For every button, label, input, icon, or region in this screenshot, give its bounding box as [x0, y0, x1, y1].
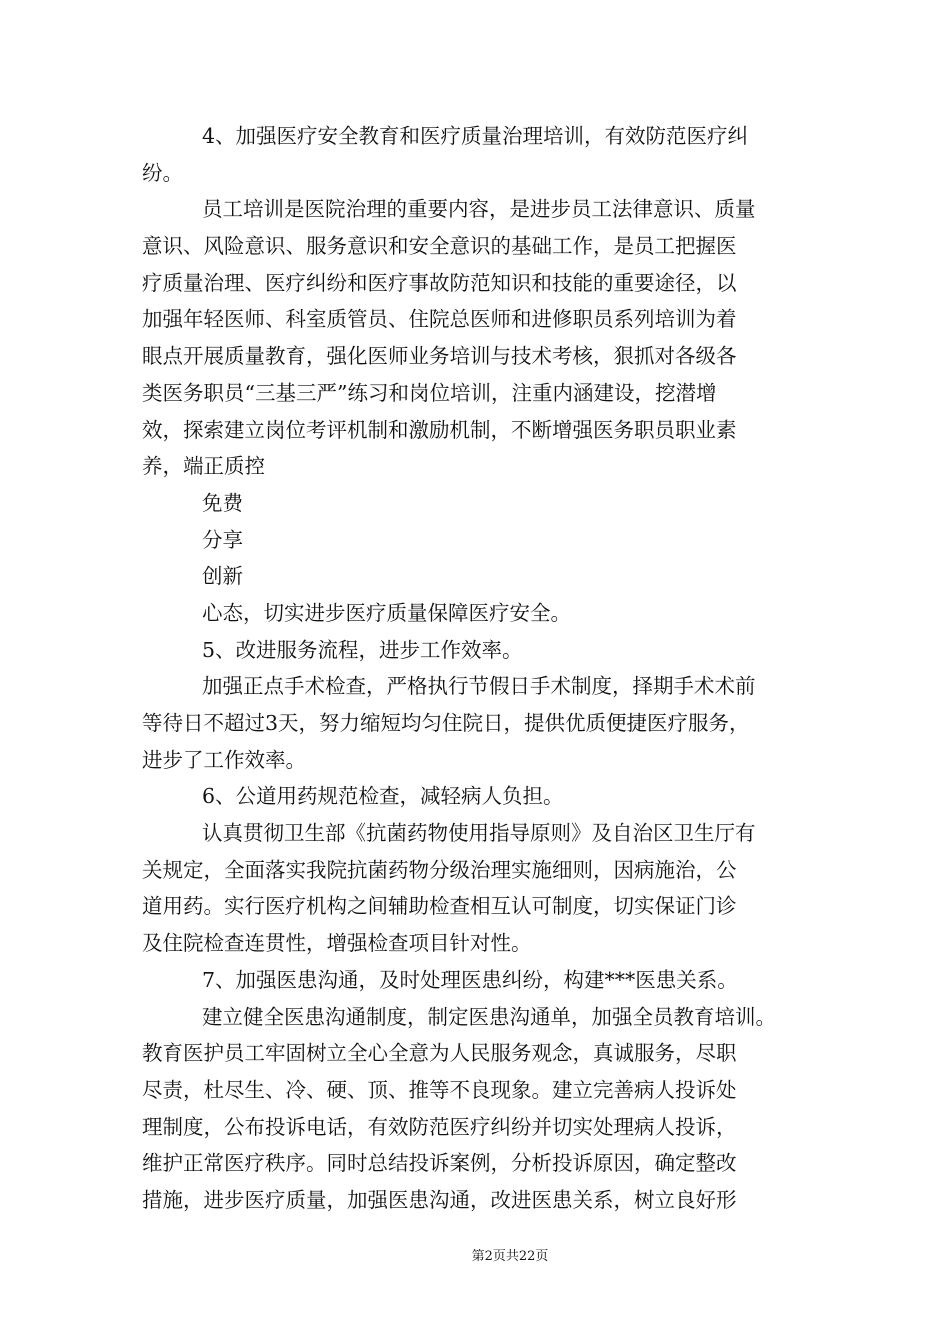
text-line: 建立健全医患沟通制度，制定医患沟通单，加强全员教育培训。	[202, 1004, 776, 1029]
text-line: 6、公道用药规范检查，减轻病人负担。	[202, 784, 564, 809]
text-line: 4、加强医疗安全教育和医疗质量治理培训，有效防范医疗纠	[202, 124, 749, 148]
text-line: 认真贯彻卫生部《抗菌药物使用指导原则》及自治区卫生厅有	[202, 821, 756, 846]
body-text	[142, 118, 822, 1219]
text-line: 加强年轻医师、科室质管员、住院总医师和进修职员系列培训为着	[142, 307, 737, 332]
text-line: 疗质量治理、医疗纠纷和医疗事故防范知识和技能的重要途径，以	[142, 270, 737, 295]
text-line: 心态，切实进步医疗质量保障医疗安全。	[202, 600, 571, 625]
text-line: 道用药。实行医疗机构之间辅助检查相互认可制度，切实保证门诊	[142, 894, 737, 919]
text-line: 措施，进步医疗质量，加强医患沟通，改进医患关系，树立良好形	[142, 1187, 737, 1212]
text-line: 效，探索建立岗位考评机制和激励机制，不断增强医务职员职业素	[142, 417, 737, 442]
text-line: 维护正常医疗秩序。同时总结投诉案例，分析投诉原因，确定整改	[142, 1151, 737, 1176]
page-number: 第2页共22页	[471, 1249, 549, 1264]
text-line: 5、改进服务流程，进步工作效率。	[202, 637, 523, 662]
text-line: 分享	[202, 527, 243, 552]
text-line: 关规定，全面落实我院抗菌药物分级治理实施细则，因病施治，公	[142, 857, 737, 882]
text-line: 养，端正质控	[142, 454, 265, 479]
text-line: 进步了工作效率。	[142, 747, 306, 772]
text-line: 及住院检查连贯性，增强检查项目针对性。	[142, 931, 532, 956]
text-line: 类医务职员“三基三严”练习和岗位培训，注重内涵建设，挖潜增	[142, 380, 717, 405]
text-line: 意识、风险意识、服务意识和安全意识的基础工作，是员工把握医	[142, 234, 737, 259]
text-line: 创新	[202, 564, 243, 589]
text-line: 理制度，公布投诉电话，有效防范医疗纠纷并切实处理病人投诉，	[142, 1114, 737, 1139]
text-line: 纷。	[142, 160, 183, 185]
text-line: 7、加强医患沟通，及时处理医患纠纷，构建***医患关系。	[202, 967, 738, 992]
text-line: 教育医护员工牢固树立全心全意为人民服务观念，真诚服务，尽职	[142, 1041, 737, 1066]
text-line: 等待日不超过3天，努力缩短均匀住院日，提供优质便捷医疗服务，	[142, 711, 750, 735]
text-line: 加强正点手术检查，严格执行节假日手术制度，择期手术术前	[202, 674, 756, 699]
text-line: 尽责，杜尽生、冷、硬、顶、推等不良现象。建立完善病人投诉处	[142, 1077, 737, 1102]
text-line: 眼点开展质量教育，强化医师业务培训与技术考核，狠抓对各级各	[142, 344, 737, 369]
text-line: 免费	[202, 490, 243, 515]
text-line: 员工培训是医院治理的重要内容，是进步员工法律意识、质量	[202, 197, 756, 222]
